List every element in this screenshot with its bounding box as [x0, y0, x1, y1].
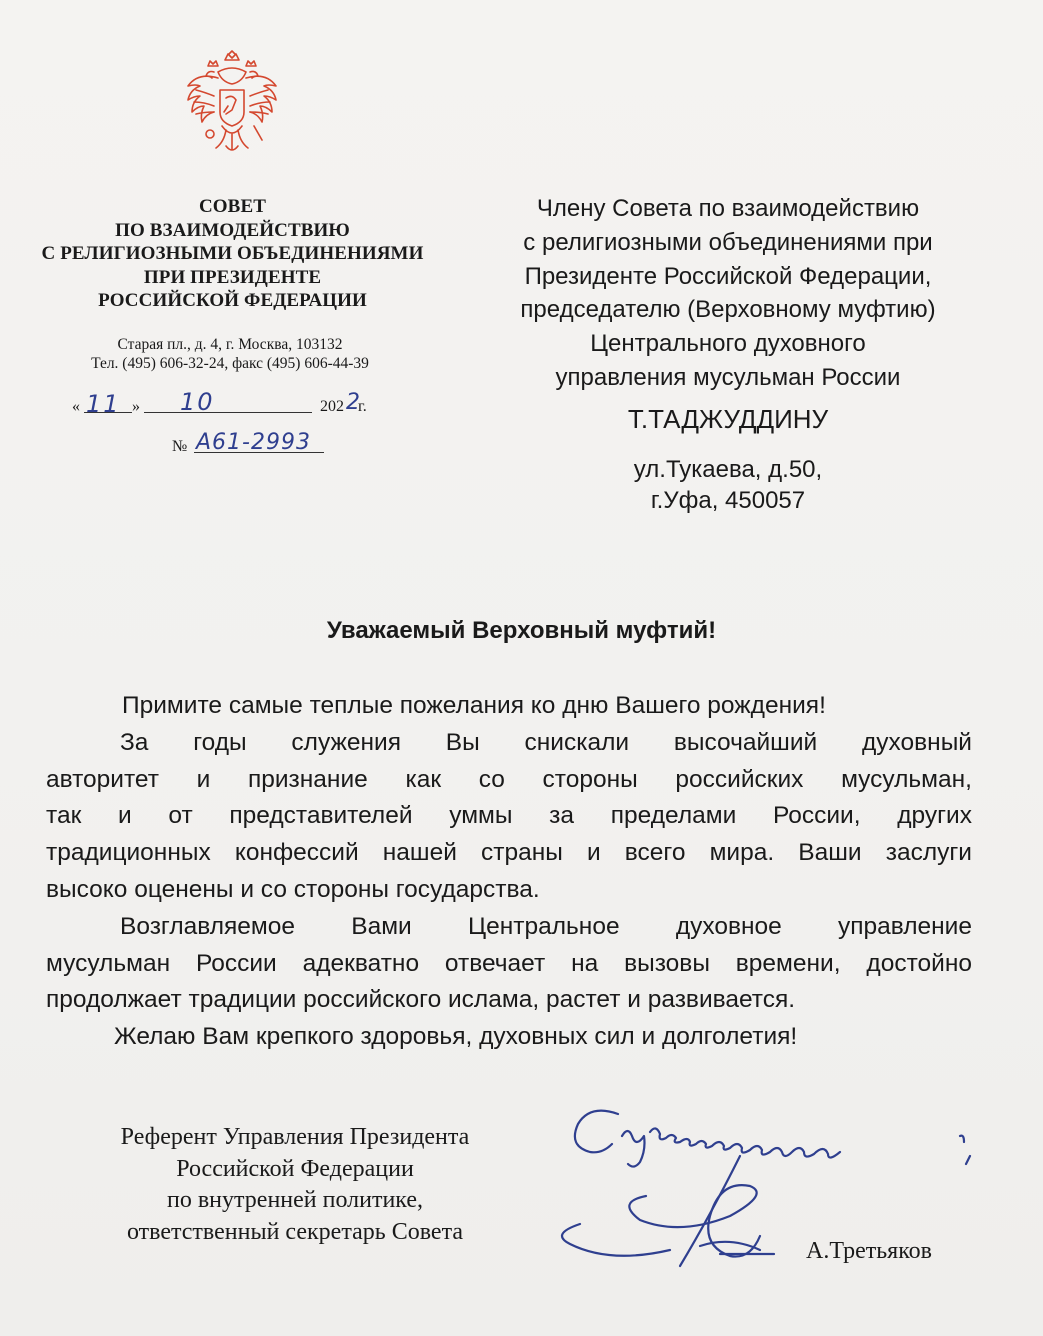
addressee-line: Президенте Российской Федерации,: [524, 262, 932, 290]
body-line: традиционных конфессий нашей страны и всего мира. Ваши заслуги: [46, 839, 972, 867]
signature-text: С уважением,: [658, 1135, 670, 1137]
signer-position-line: Референт Управления Президента: [120, 1124, 470, 1150]
addressee-line: Члену Совета по взаимодействию: [536, 195, 920, 222]
body-line: авторитет и признание как со стороны российских мусульман,: [46, 765, 972, 793]
date-close-quote: »: [132, 398, 140, 415]
signer-position-line: Российской Федерации: [176, 1155, 414, 1182]
body-line: За годы служения Вы снискали высочайший духовный: [120, 728, 972, 756]
date-year-suffix: г.: [358, 398, 367, 415]
date-year-prefix: 202: [320, 398, 344, 415]
date-year-digit: 2: [346, 390, 360, 415]
date-month-underline: [144, 412, 312, 413]
org-line: ПО ВЗАИМОДЕЙСТВИЮ: [115, 219, 350, 241]
document-number: [172, 430, 352, 460]
body-line: Возглавляемое Вами Центральное духовное управление: [120, 912, 972, 940]
org-line: РОССИЙСКОЙ ФЕДЕРАЦИИ: [98, 290, 367, 311]
addressee-line: управления мусульман России: [555, 363, 901, 391]
organization-title: [20, 195, 445, 313]
signer-position: [40, 1122, 550, 1248]
date-line: [72, 388, 402, 420]
org-line: ПРИ ПРЕЗИДЕНТЕ: [143, 266, 322, 288]
signer-position-line: по внутренней политике,: [166, 1187, 424, 1213]
addressee-line: Центрального духовного: [590, 330, 866, 358]
number-value: А61-2993: [196, 430, 311, 455]
addressee-address-line: г.Уфа, 450057: [650, 487, 806, 514]
number-sign: №: [172, 438, 188, 455]
org-line: СОВЕТ: [198, 196, 267, 217]
body-line: высоко оценены и со стороны государства.: [46, 875, 540, 903]
date-day: 11: [86, 390, 121, 418]
body-line: Примите самые теплые пожелания ко дню Вашего рождения!: [122, 692, 826, 719]
addressee-name: Т.ТАДЖУДДИНУ: [627, 404, 829, 434]
date-month: 10: [180, 388, 215, 416]
date-open-quote: «: [72, 398, 80, 415]
address-line: Старая пл., д. 4, г. Москва, 103132: [117, 336, 343, 353]
body-line: мусульман России адекватно отвечает на вызовы времени, достойно: [46, 949, 972, 977]
body-line: Желаю Вам крепкого здоровья, духовных сил и долголетия!: [114, 1023, 798, 1051]
addressee-line: председателю (Верховному муфтию): [520, 296, 936, 324]
org-line: С РЕЛИГИОЗНЫМИ ОБЪЕДИНЕНИЯМИ: [41, 243, 424, 264]
organization-address: [30, 335, 430, 373]
greeting: Уважаемый Верховный муфтий!: [326, 617, 717, 644]
addressee-address-line: ул.Тукаева, д.50,: [633, 456, 823, 483]
body-line: так и от представителей уммы за пределами России, других: [46, 802, 972, 830]
signer-position-line: ответственный секретарь Совета: [126, 1218, 463, 1245]
addressee-line: с религиозными объединениями при: [523, 228, 933, 256]
addressee-address: [578, 454, 878, 516]
addressee-block: [478, 192, 978, 395]
coat-of-arms-icon: [182, 50, 282, 162]
address-line: Тел. (495) 606-32-24, факс (495) 606-44-39: [91, 355, 369, 372]
signer-name: А.Третьяков: [806, 1238, 932, 1264]
body-line: продолжает традиции российского ислама, растет и развивается.: [46, 986, 796, 1014]
letter-body: [46, 688, 972, 1056]
